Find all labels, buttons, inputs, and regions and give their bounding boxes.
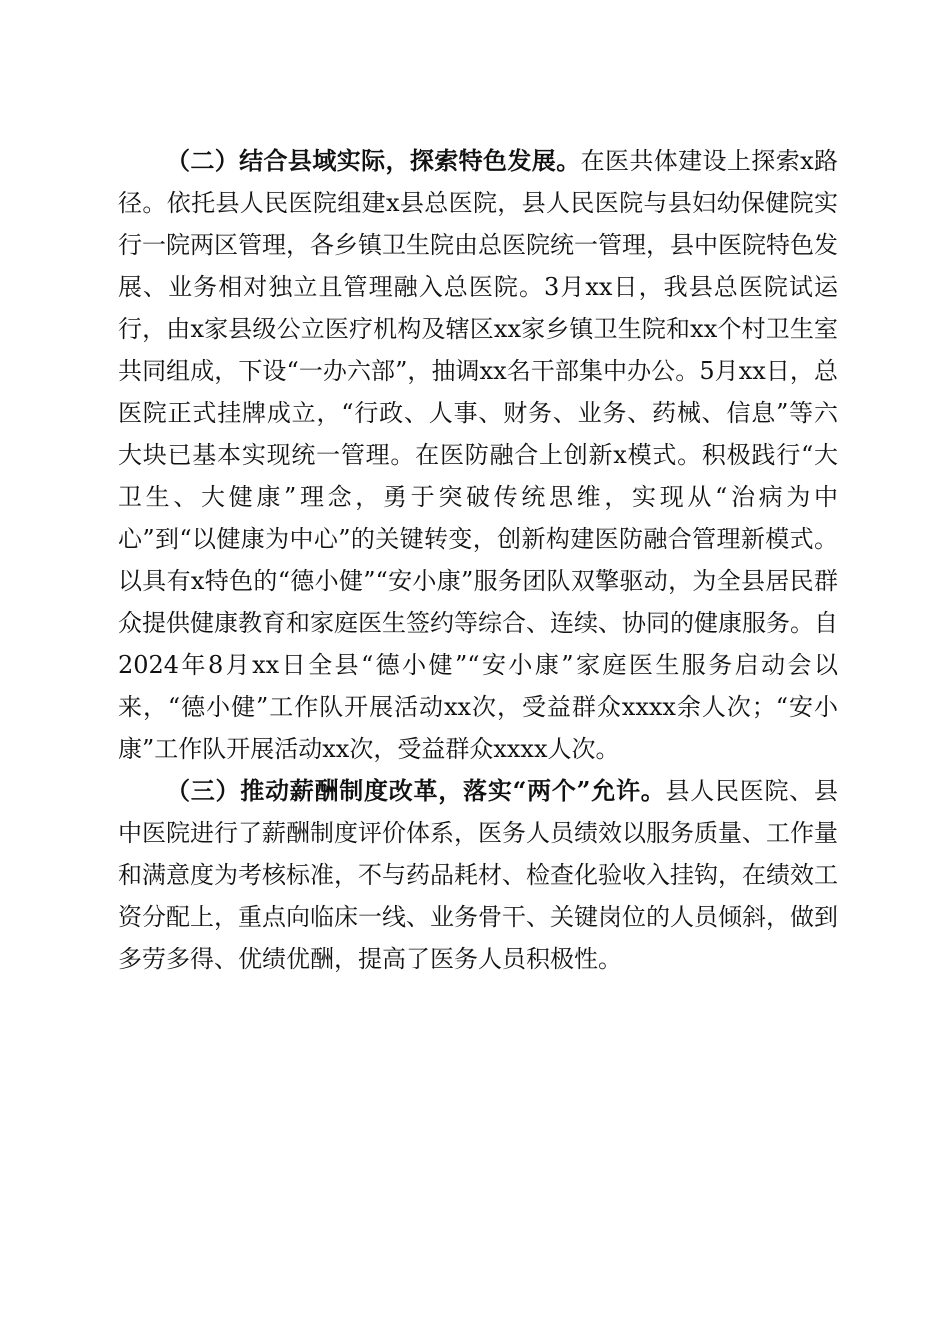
paragraph-section-three xyxy=(118,770,838,980)
paragraph-section-two xyxy=(118,140,838,770)
section-three-text: 县人民医院、县中医院进行了薪酬制度评价体系，医务人员绩效以服务质量、工作量和满意度为考核标准，不与药品耗材、检查化验收入挂钩，在绩效工资分配上，重点向临床一线、业务骨干、关键岗位的人员倾斜，做到多劳多得、优绩优酬，提高了医务人员积极性。 xyxy=(118,777,838,973)
section-two-heading: （二）结合县域实际，探索特色发展。 xyxy=(166,146,581,175)
section-three-heading: （三）推动薪酬制度改革，落实“两个”允许。 xyxy=(166,776,666,805)
document-body xyxy=(118,140,838,980)
section-two-text: 在医共体建设上探索x路径。依托县人民医院组建x县总医院，县人民医院与县妇幼保健院实行一院两区管理，各乡镇卫生院由总医院统一管理，县中医院特色发展、业务相对独立且管理融入总医院。3月xx日，我县总医院试运行，由x家县级公立医疗机构及辖区xx家乡镇卫生院和xx个村卫生室共同组成，下设“一办六部”，抽调xx名干部集中办公。5月xx日，总医院正式挂牌成立，“行政、人事、财务、业务、药械、信息”等六大块已基本实现统一管理。在医防融合上创新x模式。积极践行“大卫生、大健康”理念，勇于突破传统思维，实现从“治病为中心”到“以健康为中心”的关键转变，创新构建医防融合管理新模式。以具有x特色的“德小健”“安小康”服务团队双擎驱动，为全县居民群众提供健康教育和家庭医生签约等综合、连续、协同的健康服务。自2024年8月xx日全县“德小健”“安小康”家庭医生服务启动会以来，“德小健”工作队开展活动xx次，受益群众xxxx余人次；“安小康”工作队开展活动xx次，受益群众xxxx人次。 xyxy=(118,147,838,763)
